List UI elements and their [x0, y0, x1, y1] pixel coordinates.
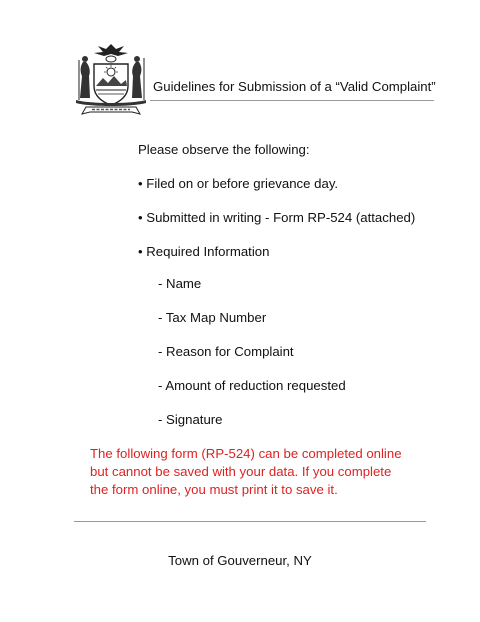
requirement-information: • Required Information — [138, 244, 270, 259]
requirements-list — [138, 176, 415, 278]
online-form-notice — [90, 445, 420, 499]
required-info-item: - Tax Map Number — [158, 310, 267, 325]
intro-text: Please observe the following: — [138, 142, 310, 157]
required-info-item: - Name — [158, 276, 202, 291]
required-information-list — [158, 276, 346, 446]
requirement-filed-on-time: • Filed on or before grievance day. — [138, 176, 339, 191]
document-title: Guidelines for Submission of a “Valid Complaint” — [153, 79, 436, 94]
required-info-item: - Reason for Complaint — [158, 344, 294, 359]
required-info-item: - Signature — [158, 412, 223, 427]
footer-divider — [74, 521, 426, 522]
requirement-in-writing: • Submitted in writing - Form RP-524 (attached) — [138, 210, 416, 225]
new-york-state-seal-icon — [70, 40, 152, 120]
notice-line: the form online, you must print it to save it. — [90, 482, 338, 497]
notice-line: but cannot be saved with your data. If you complete — [90, 464, 392, 479]
notice-line: The following form (RP-524) can be completed online — [90, 446, 402, 461]
footer-town-name: Town of Gouverneur, NY — [168, 553, 312, 568]
header-divider — [150, 100, 434, 101]
required-info-item: - Amount of reduction requested — [158, 378, 346, 393]
